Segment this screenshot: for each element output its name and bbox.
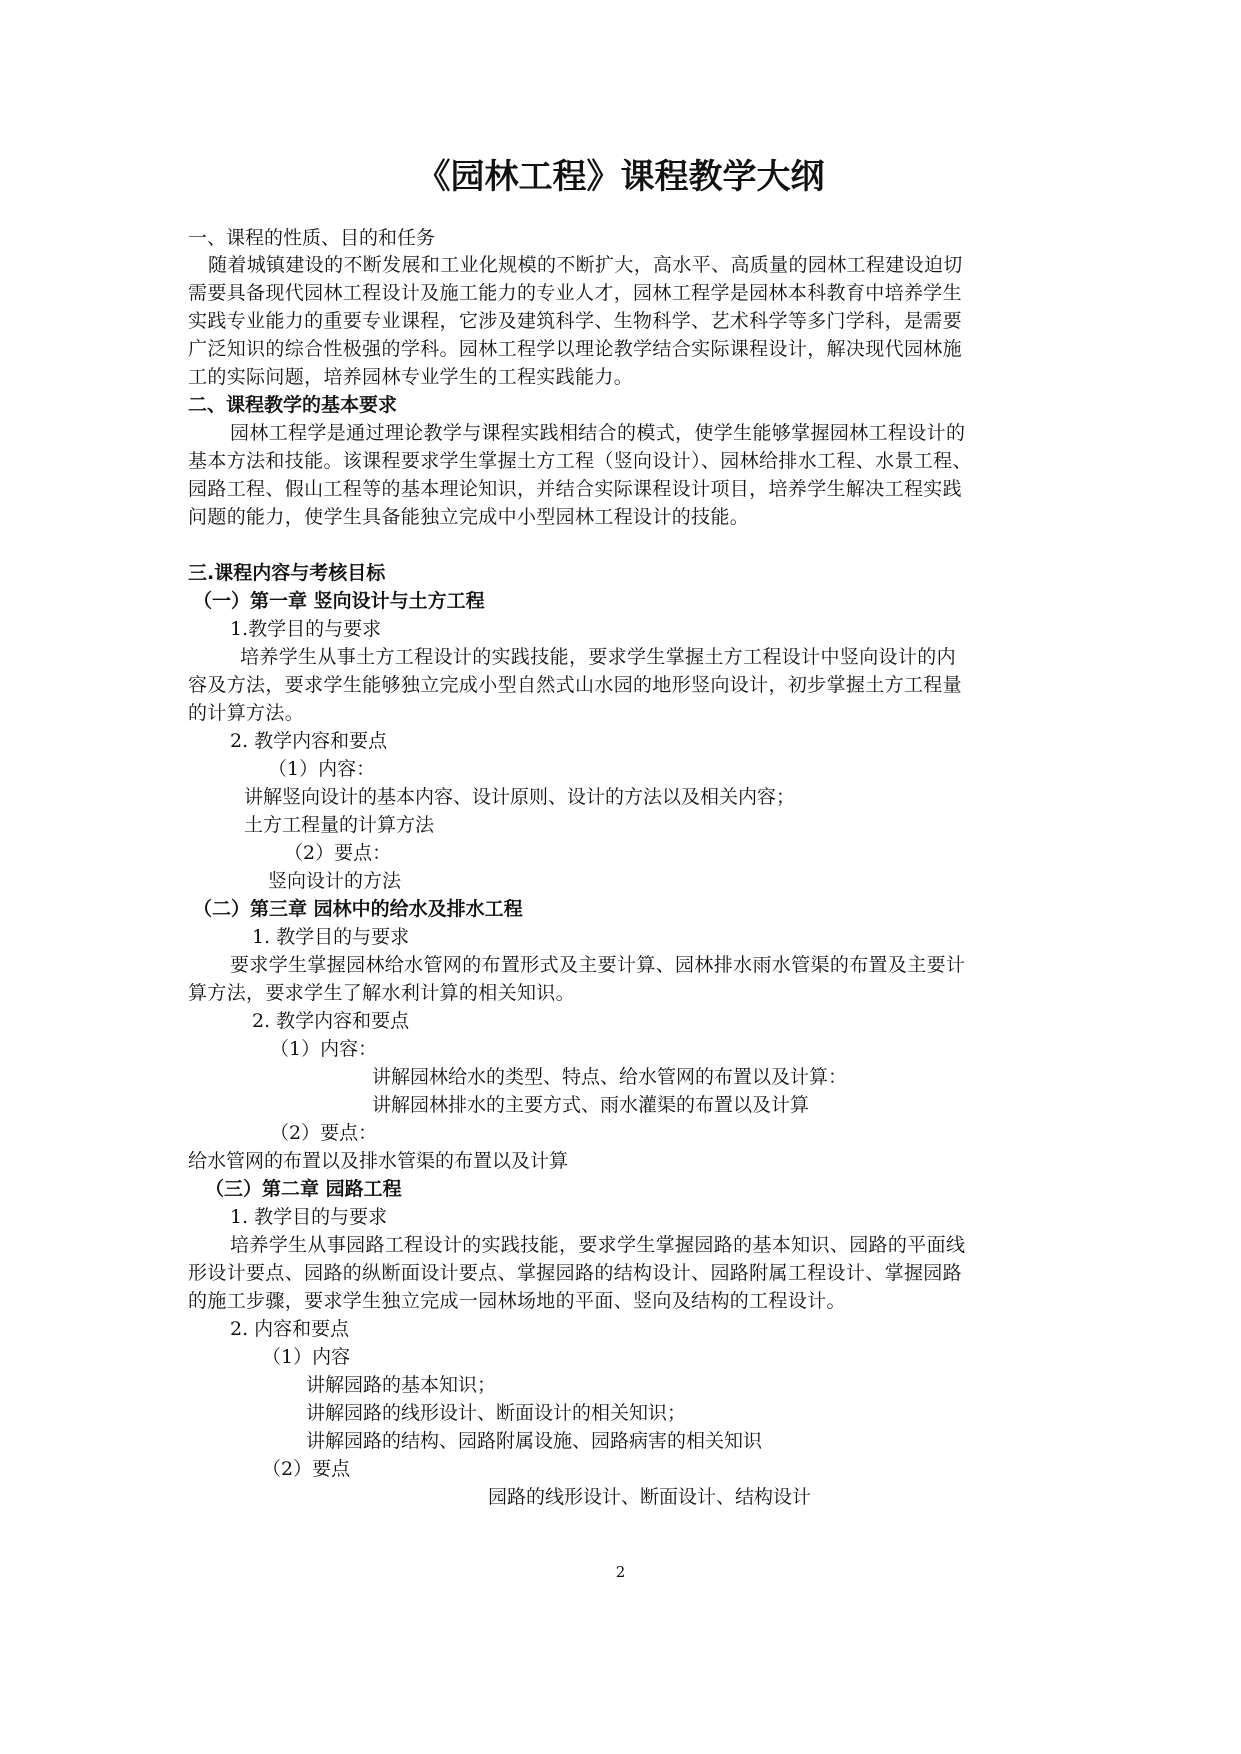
chapter-1-content-item: 土方工程量的计算方法 — [244, 814, 435, 836]
chapter-2-content-label: 2. 教学内容和要点 — [252, 1010, 410, 1032]
section-2-heading: 二、课程教学的基本要求 — [188, 394, 398, 416]
chapter-1-goal-line: 培养学生从事土方工程设计的实践技能，要求学生掌握土方工程设计中竖向设计的内 — [240, 646, 956, 668]
section-2-para-line: 园林工程学是通过理论教学与课程实践相结合的模式，使学生能够掌握园林工程设计的 — [230, 422, 966, 444]
chapter-3-goal-label: 1. 教学目的与要求 — [230, 1206, 388, 1228]
chapter-2-heading: （二）第三章 园林中的给水及排水工程 — [193, 898, 523, 920]
chapter-3-goal-line: 形设计要点、园路的纵断面设计要点、掌握园路的结构设计、园路附属工程设计、掌握园路 — [188, 1262, 963, 1284]
chapter-2-points-item: 给水管网的布置以及排水管渠的布置以及计算 — [188, 1150, 569, 1172]
page-number: 2 — [615, 1563, 626, 1581]
chapter-3-heading: （三）第二章 园路工程 — [205, 1178, 402, 1200]
chapter-3-content-label: 2. 内容和要点 — [230, 1318, 350, 1340]
chapter-1-goal-line: 的计算方法。 — [188, 702, 305, 724]
section-1-heading: 一、课程的性质、目的和任务 — [188, 227, 436, 249]
chapter-1-goal-label: 1.教学目的与要求 — [230, 618, 382, 640]
section-1-para-line: 实践专业能力的重要专业课程，它涉及建筑科学、生物科学、艺术科学等多门学科，是需要 — [188, 310, 963, 332]
chapter-1-points-item: 竖向设计的方法 — [268, 870, 402, 892]
chapter-1-content-item: 讲解竖向设计的基本内容、设计原则、设计的方法以及相关内容； — [244, 786, 796, 808]
chapter-3-content-item: 讲解园路的结构、园路附属设施、园路病害的相关知识 — [306, 1430, 763, 1452]
chapter-3-content-item: 讲解园路的线形设计、断面设计的相关知识； — [306, 1402, 687, 1424]
chapter-2-goal-label: 1. 教学目的与要求 — [252, 926, 410, 948]
section-2-para-line: 问题的能力，使学生具备能独立完成中小型园林工程设计的技能。 — [188, 506, 750, 528]
chapter-2-content-item: 讲解园林排水的主要方式、雨水灌渠的布置以及计算 — [372, 1094, 810, 1116]
chapter-1-points-sub: （2）要点： — [284, 842, 392, 864]
chapter-1-heading: （一）第一章 竖向设计与土方工程 — [193, 590, 485, 612]
chapter-1-goal-line: 容及方法，要求学生能够独立完成小型自然式山水园的地形竖向设计，初步掌握土方工程量 — [188, 674, 963, 696]
section-2-para-line: 基本方法和技能。该课程要求学生掌握土方工程（竖向设计）、园林给排水工程、水景工程、 — [188, 450, 972, 472]
chapter-3-points-sub: （2）要点 — [262, 1458, 351, 1480]
chapter-3-goal-line: 的施工步骤，要求学生独立完成一园林场地的平面、竖向及结构的工程设计。 — [188, 1290, 846, 1312]
section-1-para-line: 需要具备现代园林工程设计及施工能力的专业人才，园林工程学是园林本科教育中培养学生 — [188, 282, 963, 304]
section-3-heading: 三.课程内容与考核目标 — [188, 562, 386, 584]
chapter-3-goal-line: 培养学生从事园路工程设计的实践技能，要求学生掌握园路的基本知识、园路的平面线 — [230, 1234, 966, 1256]
chapter-1-content-sub: （1）内容： — [268, 758, 376, 780]
chapter-3-points-item: 园路的线形设计、断面设计、结构设计 — [488, 1486, 812, 1508]
chapter-2-goal-line: 要求学生掌握园林给水管网的布置形式及主要计算、园林排水雨水管渠的布置及主要计 — [230, 954, 966, 976]
document-title: 《园林工程》课程教学大纲 — [416, 157, 825, 197]
chapter-2-content-sub: （1）内容： — [270, 1038, 378, 1060]
chapter-3-content-item: 讲解园路的基本知识； — [306, 1374, 497, 1396]
section-2-para-line: 园路工程、假山工程等的基本理论知识，并结合实际课程设计项目，培养学生解决工程实践 — [188, 478, 963, 500]
chapter-2-goal-line: 算方法，要求学生了解水利计算的相关知识。 — [188, 982, 576, 1004]
section-1-para-line: 工的实际问题，培养园林专业学生的工程实践能力。 — [188, 366, 634, 388]
section-1-para-line: 广泛知识的综合性极强的学科。园林工程学以理论教学结合实际课程设计，解决现代园林施 — [188, 338, 963, 360]
chapter-2-points-sub: （2）要点： — [270, 1122, 378, 1144]
chapter-3-content-sub: （1）内容 — [262, 1346, 351, 1368]
chapter-1-content-label: 2. 教学内容和要点 — [230, 730, 388, 752]
chapter-2-content-item: 讲解园林给水的类型、特点、给水管网的布置以及计算： — [372, 1066, 848, 1088]
section-1-para-line: 随着城镇建设的不断发展和工业化规模的不断扩大，高水平、高质量的园林工程建设迫切 — [208, 254, 963, 276]
